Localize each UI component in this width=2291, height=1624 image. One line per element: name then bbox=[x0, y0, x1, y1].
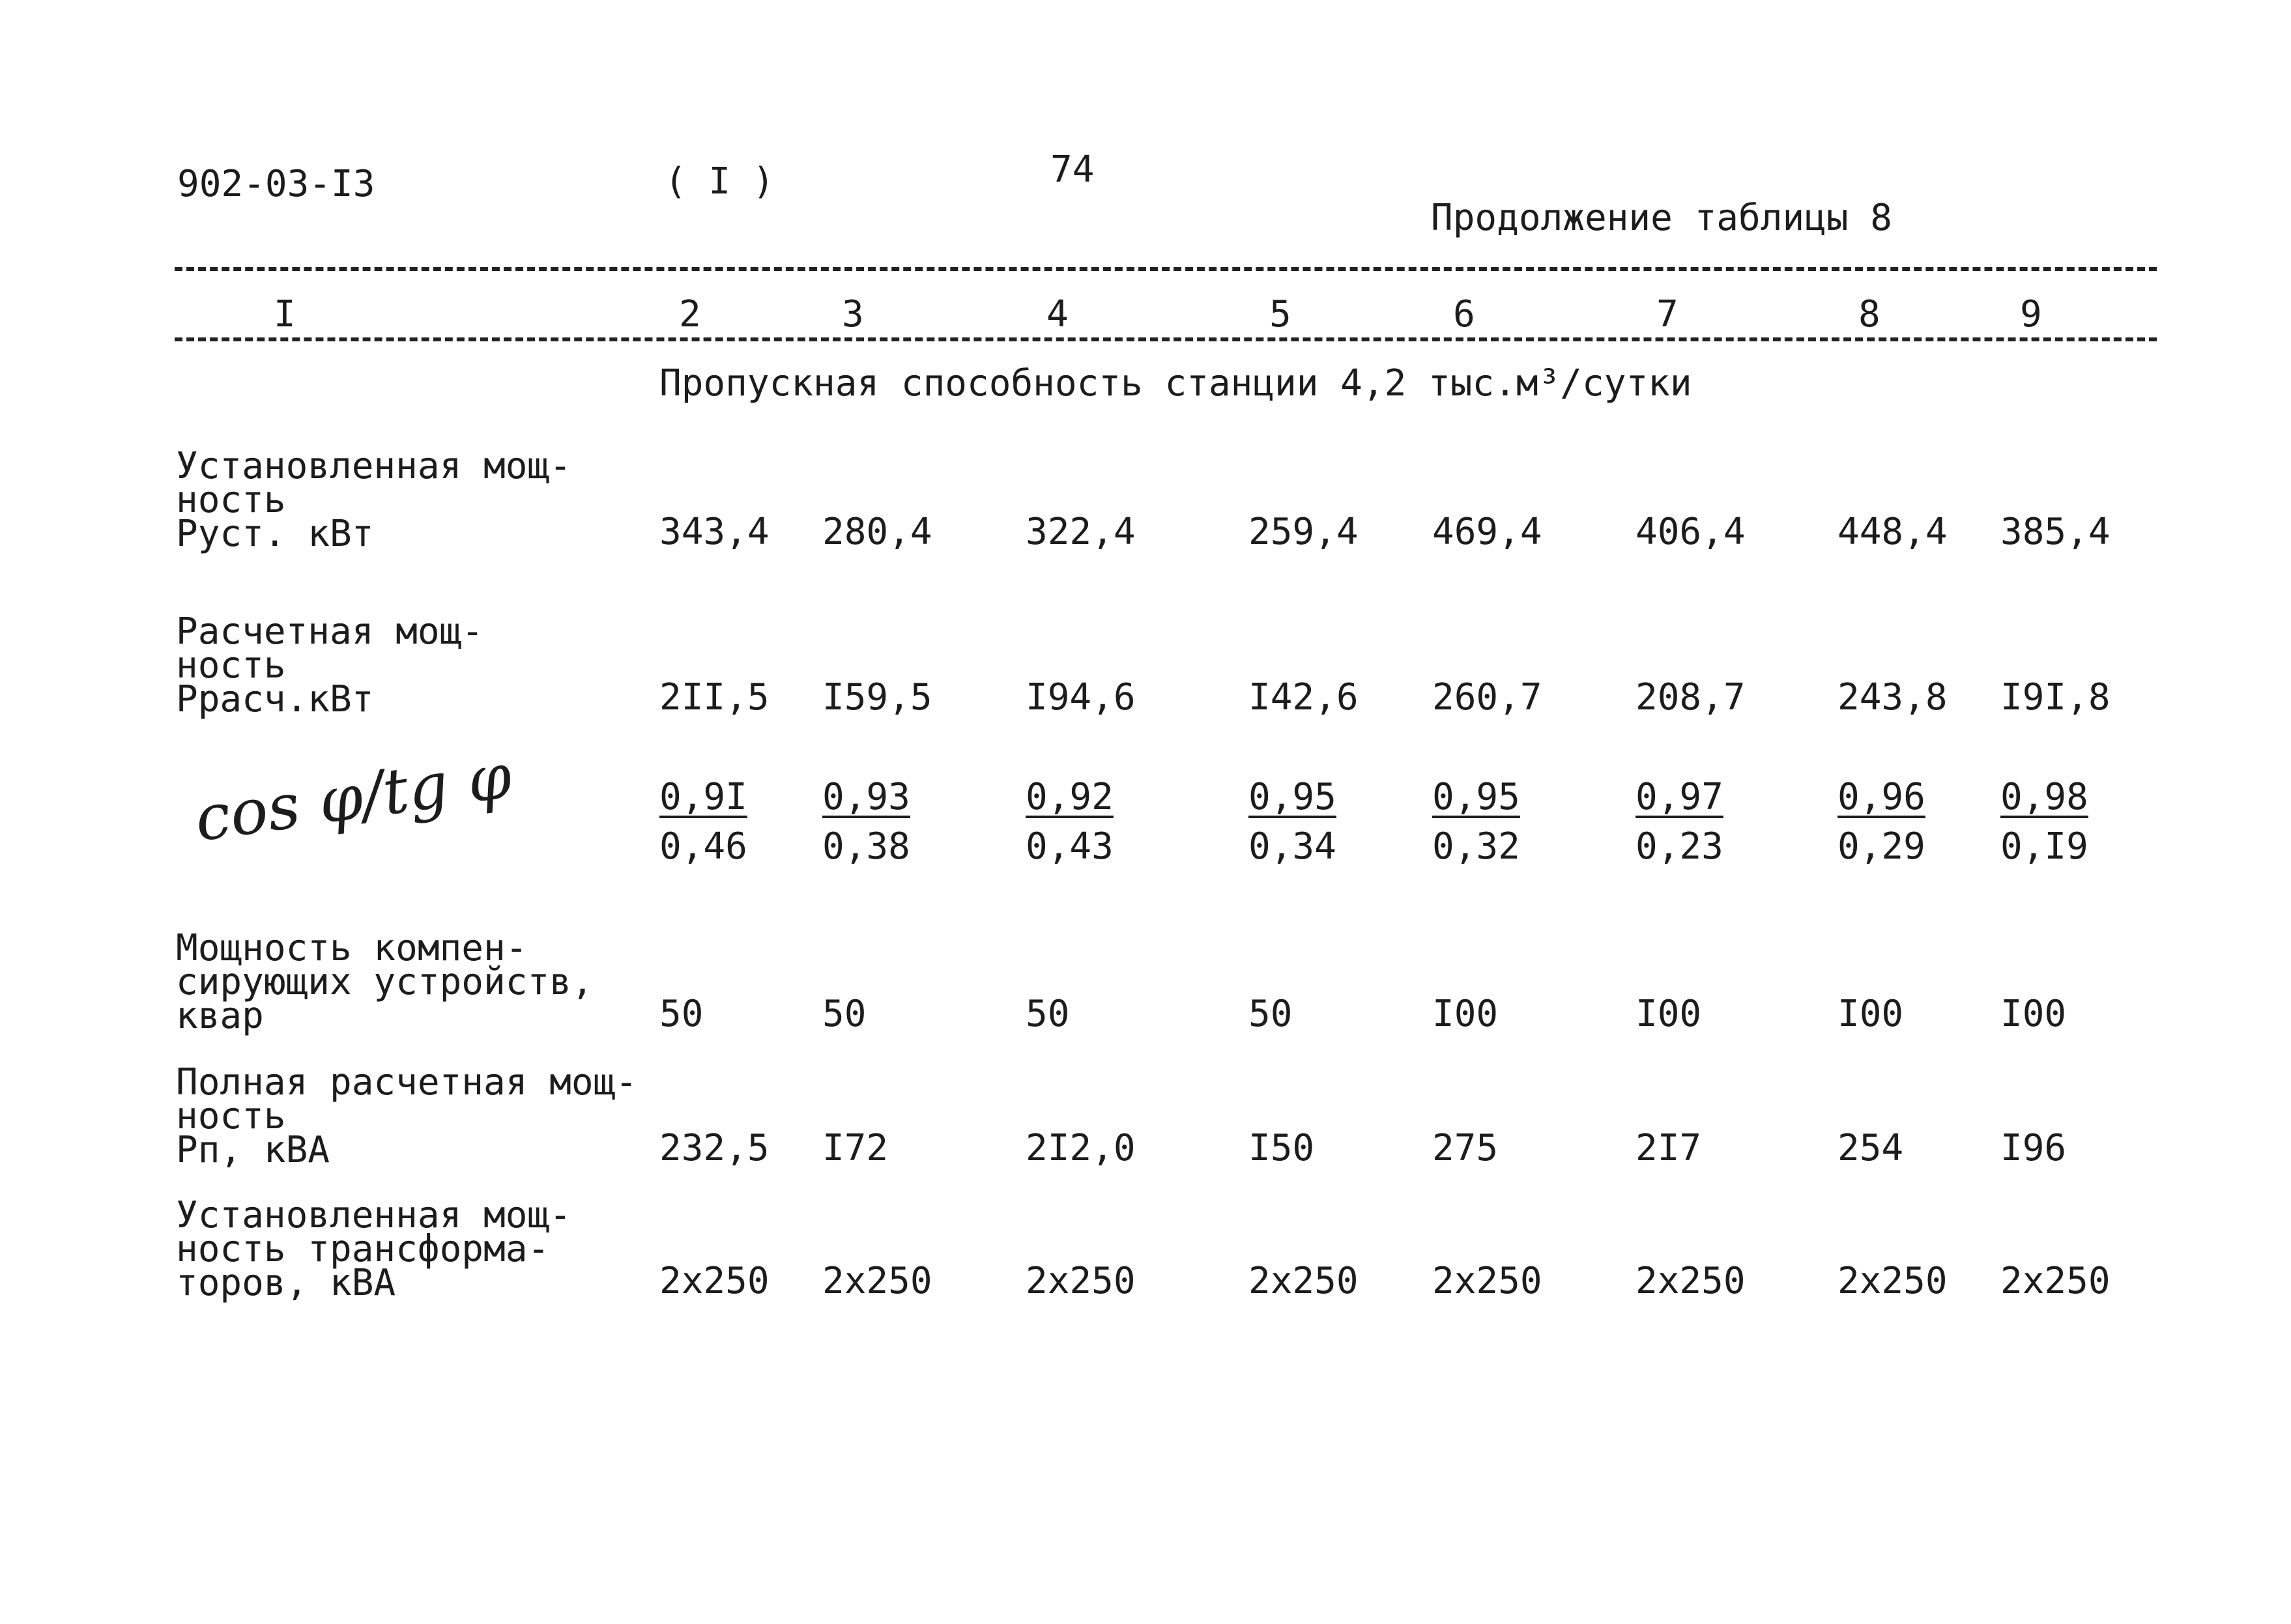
cell: 469,4 bbox=[1432, 511, 1542, 553]
cell: I00 bbox=[2000, 993, 2067, 1035]
cell: I00 bbox=[1635, 993, 1702, 1035]
fraction-cell bbox=[1248, 773, 1336, 872]
cell: I59,5 bbox=[822, 676, 932, 719]
row-label-transformer-power bbox=[176, 1194, 571, 1304]
cell: 343,4 bbox=[659, 511, 770, 553]
label-line: Установленная мощ- bbox=[176, 1194, 571, 1236]
cell: 406,4 bbox=[1635, 511, 1746, 553]
numerator: 0,95 bbox=[1432, 776, 1520, 818]
label-line: Ррасч.кВт bbox=[176, 678, 374, 720]
fraction-cell bbox=[1635, 773, 1723, 872]
label-line: торов, кВА bbox=[176, 1262, 396, 1304]
cell: I94,6 bbox=[1026, 676, 1136, 719]
numerator: 0,93 bbox=[822, 776, 910, 818]
continuation-title: Продолжение таблицы 8 bbox=[1431, 197, 1893, 239]
column-number-9: 9 bbox=[2020, 293, 2042, 335]
fraction-cell bbox=[1432, 773, 1520, 872]
cell: 2II,5 bbox=[659, 676, 770, 719]
label-line: Мощность компен- bbox=[176, 927, 528, 969]
label-line: Расчетная мощ- bbox=[176, 610, 484, 653]
denominator: 0,I9 bbox=[2000, 825, 2088, 868]
row-label-design-power bbox=[176, 610, 484, 720]
numerator: 0,95 bbox=[1248, 776, 1336, 818]
cell: 232,5 bbox=[659, 1127, 770, 1169]
column-number-5: 5 bbox=[1269, 293, 1291, 335]
cell: 2I7 bbox=[1635, 1127, 1702, 1169]
fraction-cell bbox=[1837, 773, 1925, 872]
denominator: 0,43 bbox=[1026, 825, 1114, 868]
doc-code: 902-03-I3 bbox=[177, 163, 375, 205]
cell: 2х250 bbox=[1248, 1260, 1359, 1302]
cell: 275 bbox=[1432, 1127, 1499, 1169]
cos-tg-handwritten-label: cos φ/tg φ bbox=[190, 739, 516, 856]
label-line: квар bbox=[176, 995, 264, 1037]
column-number-6: 6 bbox=[1453, 293, 1475, 335]
cell: 2х250 bbox=[1432, 1260, 1542, 1302]
numerator: 0,96 bbox=[1837, 776, 1925, 818]
cell: 50 bbox=[1026, 993, 1070, 1035]
cell: 280,4 bbox=[822, 511, 932, 553]
cell: 385,4 bbox=[2000, 511, 2111, 553]
numerator: 0,97 bbox=[1635, 776, 1723, 818]
cell: I9I,8 bbox=[2000, 676, 2111, 719]
cell: 2I2,0 bbox=[1026, 1127, 1136, 1169]
label-line: Установленная мощ- bbox=[176, 445, 571, 487]
top-dashed-rule bbox=[175, 267, 2157, 271]
column-dashed-rule bbox=[175, 337, 2157, 341]
numerator: 0,92 bbox=[1026, 776, 1114, 818]
label-line: Рп, кВА bbox=[176, 1129, 330, 1171]
denominator: 0,34 bbox=[1248, 825, 1336, 868]
column-number-4: 4 bbox=[1046, 293, 1069, 335]
cell: 259,4 bbox=[1248, 511, 1359, 553]
fraction-cell bbox=[659, 773, 747, 872]
part-label: ( I ) bbox=[665, 160, 775, 203]
cell: 2х250 bbox=[1635, 1260, 1746, 1302]
cell: 2х250 bbox=[1837, 1260, 1948, 1302]
cell: 260,7 bbox=[1432, 676, 1542, 719]
column-number-8: 8 bbox=[1858, 293, 1880, 335]
cell: 254 bbox=[1837, 1127, 1904, 1169]
page-number: 74 bbox=[1050, 149, 1095, 191]
column-number-2: 2 bbox=[679, 293, 701, 335]
fraction-cell bbox=[1026, 773, 1114, 872]
numerator: 0,9I bbox=[659, 776, 747, 818]
fraction-cell bbox=[2000, 773, 2088, 872]
label-line: Полная расчетная мощ- bbox=[176, 1061, 638, 1104]
label-line: сирующих устройств, bbox=[176, 961, 594, 1003]
cell: 322,4 bbox=[1026, 511, 1136, 553]
cell: 2х250 bbox=[1026, 1260, 1136, 1302]
label-line: ность bbox=[176, 479, 286, 521]
denominator: 0,23 bbox=[1635, 825, 1723, 868]
cell: 50 bbox=[822, 993, 867, 1035]
cell: I00 bbox=[1837, 993, 1904, 1035]
label-line: ность bbox=[176, 1095, 286, 1137]
section-title: Пропускная способность станции 4,2 тыс.м³/сутки bbox=[659, 362, 1692, 405]
cell: 2х250 bbox=[2000, 1260, 2111, 1302]
denominator: 0,29 bbox=[1837, 825, 1925, 868]
label-line: ность трансформа- bbox=[176, 1228, 550, 1270]
column-number-7: 7 bbox=[1656, 293, 1679, 335]
row-label-full-design-power bbox=[176, 1061, 638, 1171]
column-number-3: 3 bbox=[842, 293, 864, 335]
cell: 2х250 bbox=[659, 1260, 770, 1302]
fraction-cell bbox=[822, 773, 910, 872]
cell: 2х250 bbox=[822, 1260, 932, 1302]
cell: I72 bbox=[822, 1127, 889, 1169]
row-label-installed-power bbox=[176, 445, 571, 555]
denominator: 0,32 bbox=[1432, 825, 1520, 868]
cell: I42,6 bbox=[1248, 676, 1359, 719]
numerator: 0,98 bbox=[2000, 776, 2088, 818]
label-line: Руст. кВт bbox=[176, 513, 374, 555]
cell: 448,4 bbox=[1837, 511, 1948, 553]
cell: 50 bbox=[659, 993, 704, 1035]
label-line: ность bbox=[176, 644, 286, 687]
cell: 50 bbox=[1248, 993, 1293, 1035]
denominator: 0,46 bbox=[659, 825, 747, 868]
cell: I50 bbox=[1248, 1127, 1315, 1169]
cell: 243,8 bbox=[1837, 676, 1948, 719]
cell: I96 bbox=[2000, 1127, 2067, 1169]
cell: 208,7 bbox=[1635, 676, 1746, 719]
cell: I00 bbox=[1432, 993, 1499, 1035]
column-number-1: I bbox=[274, 293, 296, 335]
denominator: 0,38 bbox=[822, 825, 910, 868]
row-label-compensation-power bbox=[176, 927, 594, 1037]
